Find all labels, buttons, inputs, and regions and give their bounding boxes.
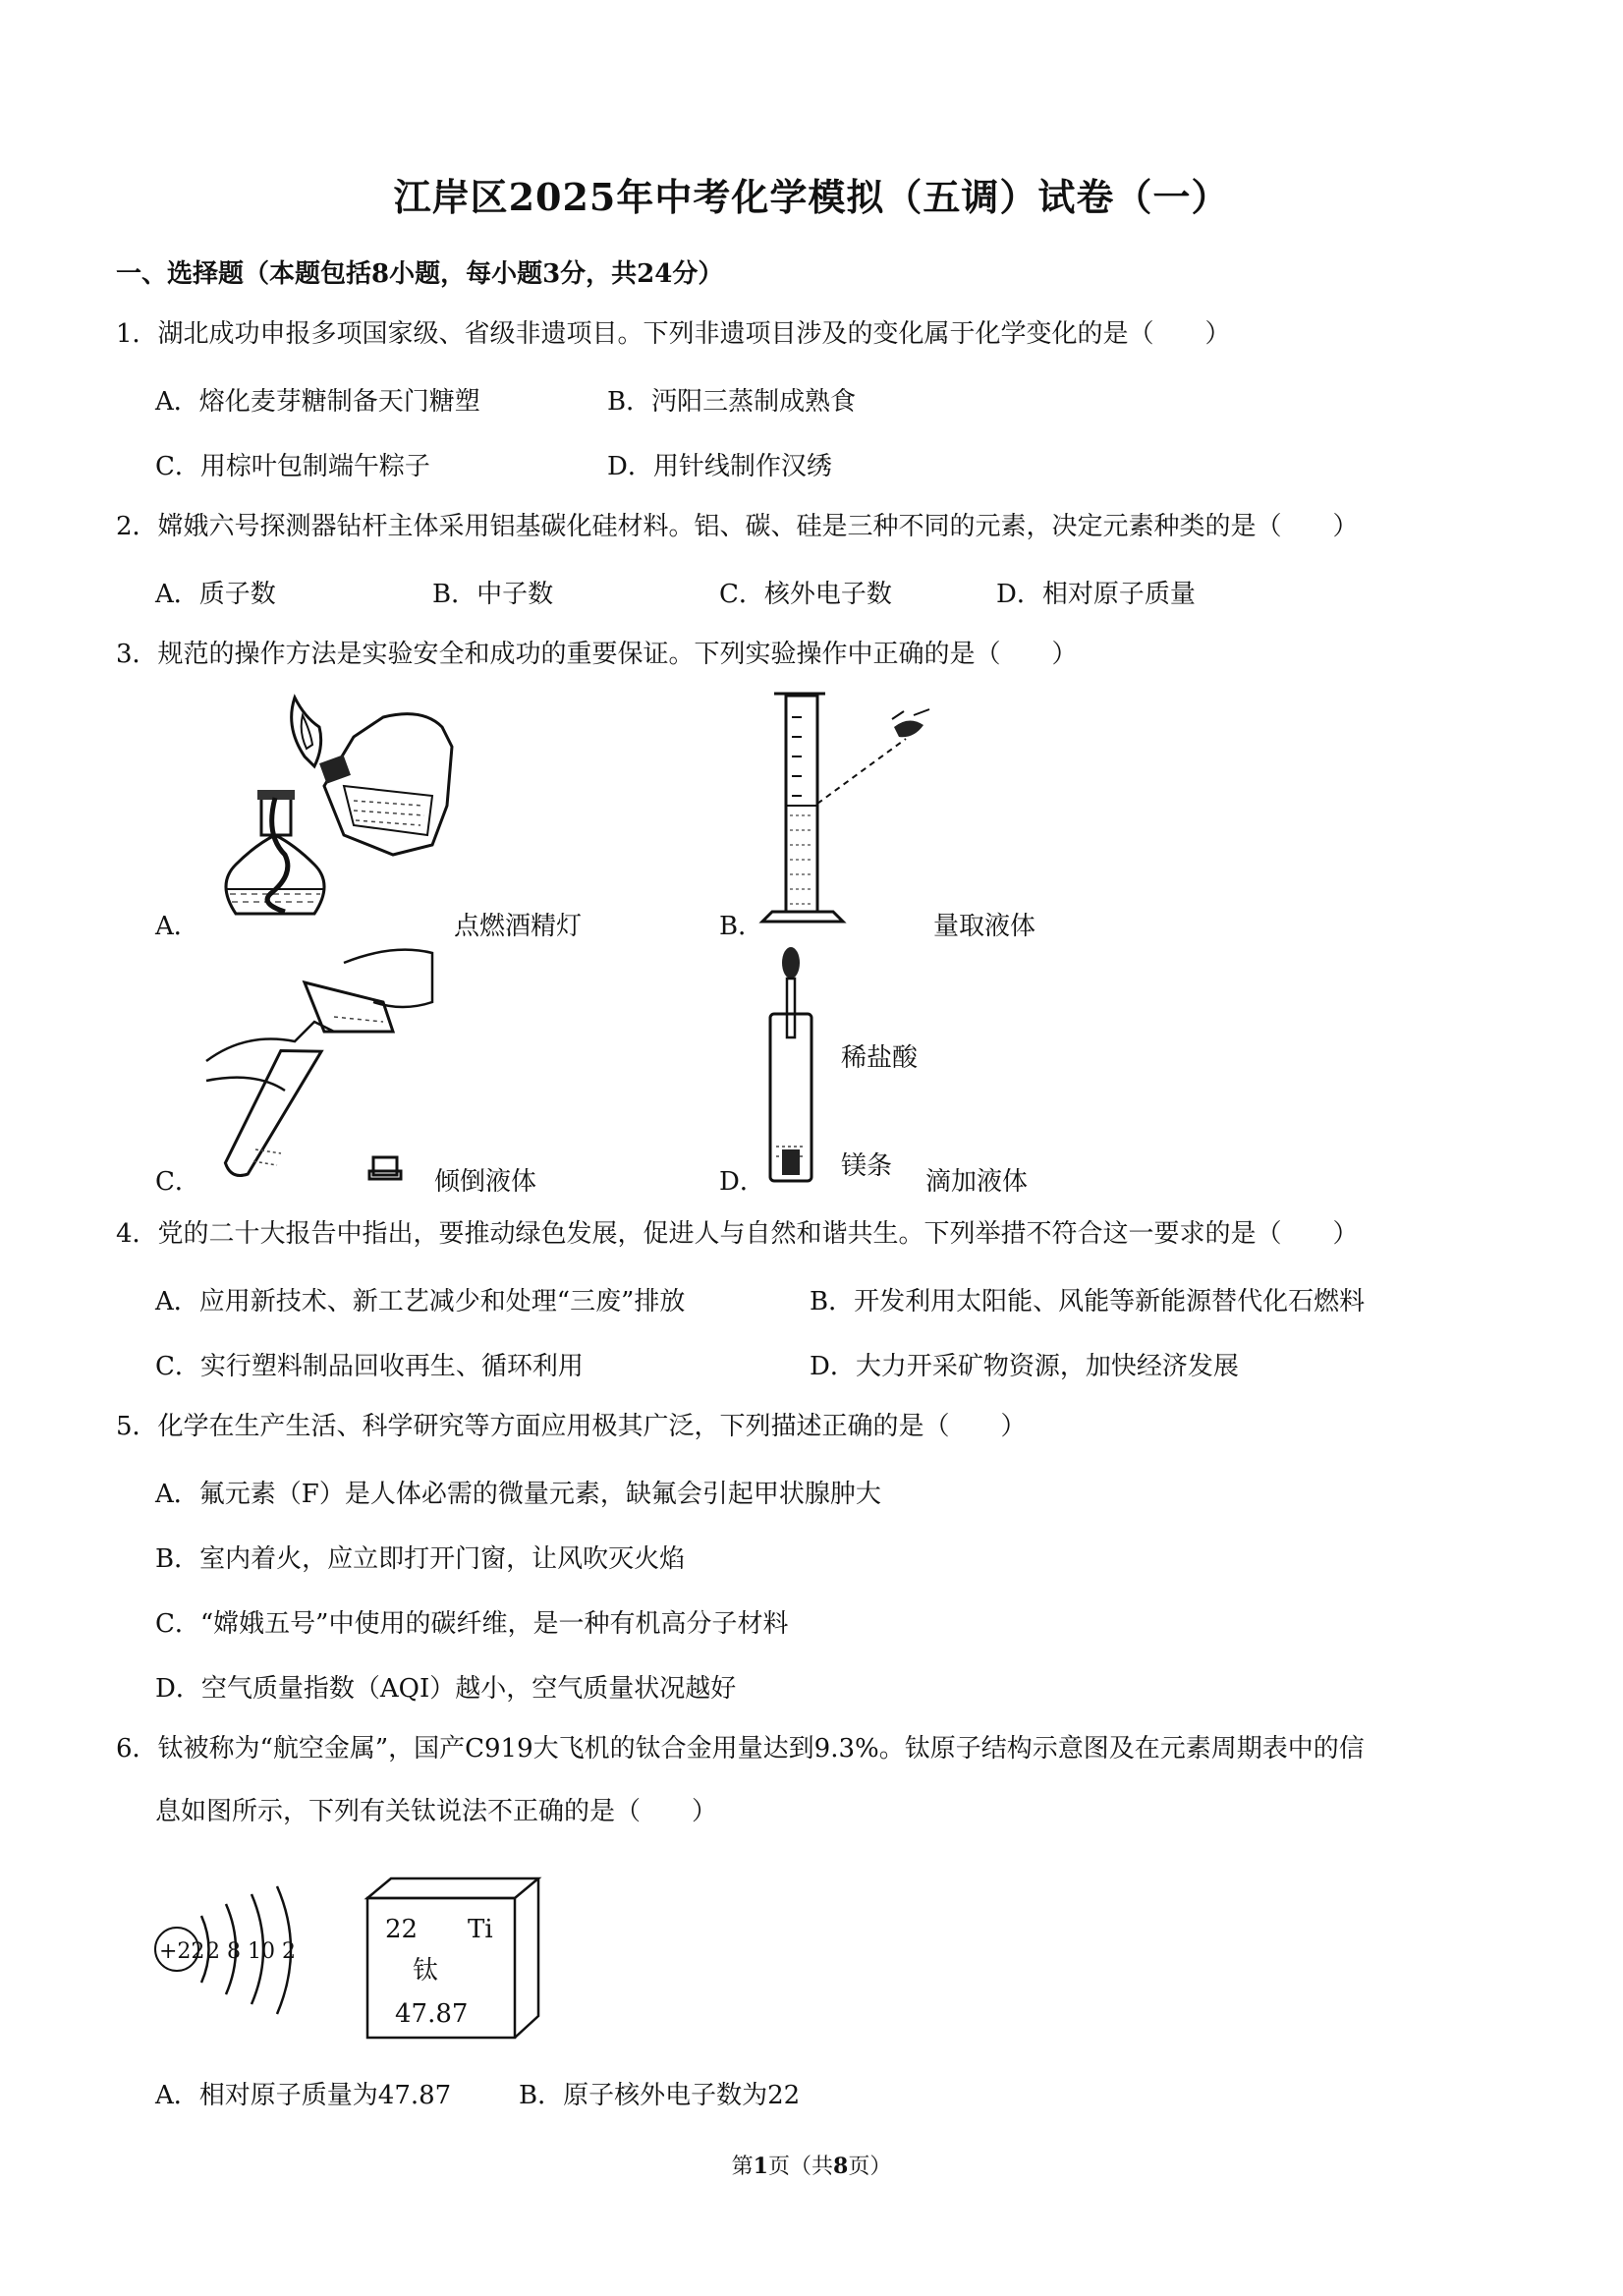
q5-option-a: A．氟元素（F）是人体必需的微量元素，缺氟会引起甲状腺肿大 <box>155 1480 881 1509</box>
question-2: 2．嫦娥六号探测器钻杆主体采用铝基碳化硅材料。铝、碳、硅是三种不同的元素，决定元素种类的是（ ） <box>116 512 1359 541</box>
page-title: 江岸区2025年中考化学模拟（五调）试卷（一） <box>393 175 1230 219</box>
element-atomic-mass: 47.87 <box>395 1999 469 2029</box>
q4-option-c: C．实行塑料制品回收再生、循环利用 <box>155 1352 584 1381</box>
footer-pre: 第 <box>731 2155 754 2179</box>
question-6-line2: 息如图所示，下列有关钛说法不正确的是（ ） <box>155 1797 718 1826</box>
q1-option-a: A．熔化麦芽糖制备天门糖塑 <box>155 387 480 417</box>
q1-option-d: D．用针线制作汉绣 <box>607 452 832 481</box>
q2-option-d: D．相对原子质量 <box>996 580 1196 609</box>
q1-option-c: C．用棕叶包制端午粽子 <box>155 452 430 481</box>
q2-option-b: B．中子数 <box>432 580 554 609</box>
periodic-element-cell <box>365 1876 542 2044</box>
q2-option-c: C．核外电子数 <box>719 580 892 609</box>
alcohol-lamp-illustration <box>196 688 462 933</box>
question-3: 3．规范的操作方法是实验安全和成功的重要保证。下列实验操作中正确的是（ ） <box>116 640 1078 669</box>
measuring-cylinder-illustration <box>756 688 953 938</box>
element-name: 钛 <box>413 1956 439 1986</box>
q3-option-c-text: 倾倒液体 <box>434 1167 537 1197</box>
dropper-illustration <box>756 945 825 1191</box>
pouring-liquid-illustration <box>196 943 442 1189</box>
element-atomic-number: 22 <box>385 1915 419 1944</box>
q3-option-b-label: B． <box>719 912 764 941</box>
q2-option-a: A．质子数 <box>155 580 276 609</box>
section-heading: 一、选择题（本题包括8小题，每小题3分，共24分） <box>116 259 724 289</box>
q3-option-d-label: D． <box>719 1167 765 1197</box>
q4-option-d: D．大力开采矿物资源，加快经济发展 <box>810 1352 1239 1381</box>
q3-option-a-label: A． <box>155 912 199 941</box>
footer-total-pages: 8 <box>833 2154 849 2179</box>
q6-option-a: A．相对原子质量为47.87 <box>155 2081 452 2110</box>
q1-option-b: B．沔阳三蒸制成熟食 <box>607 387 857 417</box>
question-1: 1．湖北成功申报多项国家级、省级非遗项目。下列非遗项目涉及的变化属于化学变化的是（ ） <box>116 319 1231 349</box>
q5-option-d: D．空气质量指数（AQI）越小，空气质量状况越好 <box>155 1674 737 1704</box>
page-footer <box>0 2150 1623 2180</box>
atom-shells-label: 2 8 10 2 <box>206 1939 296 1964</box>
footer-mid: 页（共 <box>767 2155 833 2179</box>
q4-option-a: A．应用新技术、新工艺减少和处理“三废”排放 <box>155 1287 686 1316</box>
atom-structure-diagram <box>147 1886 314 2024</box>
q5-option-b: B．室内着火，应立即打开门窗，让风吹灭火焰 <box>155 1544 686 1574</box>
q3-option-c-label: C． <box>155 1167 200 1197</box>
question-5: 5．化学在生产生活、科学研究等方面应用极其广泛，下列描述正确的是（ ） <box>116 1412 1027 1441</box>
q3-option-a-text: 点燃酒精灯 <box>454 912 583 941</box>
q3-option-d-text: 滴加液体 <box>925 1167 1029 1197</box>
atom-nucleus-label: +22 <box>159 1939 205 1964</box>
footer-page-number: 1 <box>753 2154 768 2179</box>
question-4: 4．党的二十大报告中指出，要推动绿色发展，促进人与自然和谐共生。下列举措不符合这一要求的是（ ） <box>116 1219 1359 1249</box>
question-6-line1: 6．钛被称为“航空金属”，国产C919大飞机的钛合金用量达到9.3%。钛原子结构示意图及在元素周期表中的信 <box>116 1734 1365 1764</box>
q4-option-b: B．开发利用太阳能、风能等新能源替代化石燃料 <box>810 1287 1366 1316</box>
footer-post: 页） <box>848 2155 892 2179</box>
q3-option-b-text: 量取液体 <box>933 912 1036 941</box>
q5-option-c: C．“嫦娥五号”中使用的碳纤维，是一种有机高分子材料 <box>155 1609 789 1639</box>
dropper-label-hcl: 稀盐酸 <box>841 1043 919 1073</box>
dropper-label-mg: 镁条 <box>841 1151 893 1181</box>
q6-option-b: B．原子核外电子数为22 <box>519 2081 801 2110</box>
element-symbol: Ti <box>468 1915 493 1944</box>
